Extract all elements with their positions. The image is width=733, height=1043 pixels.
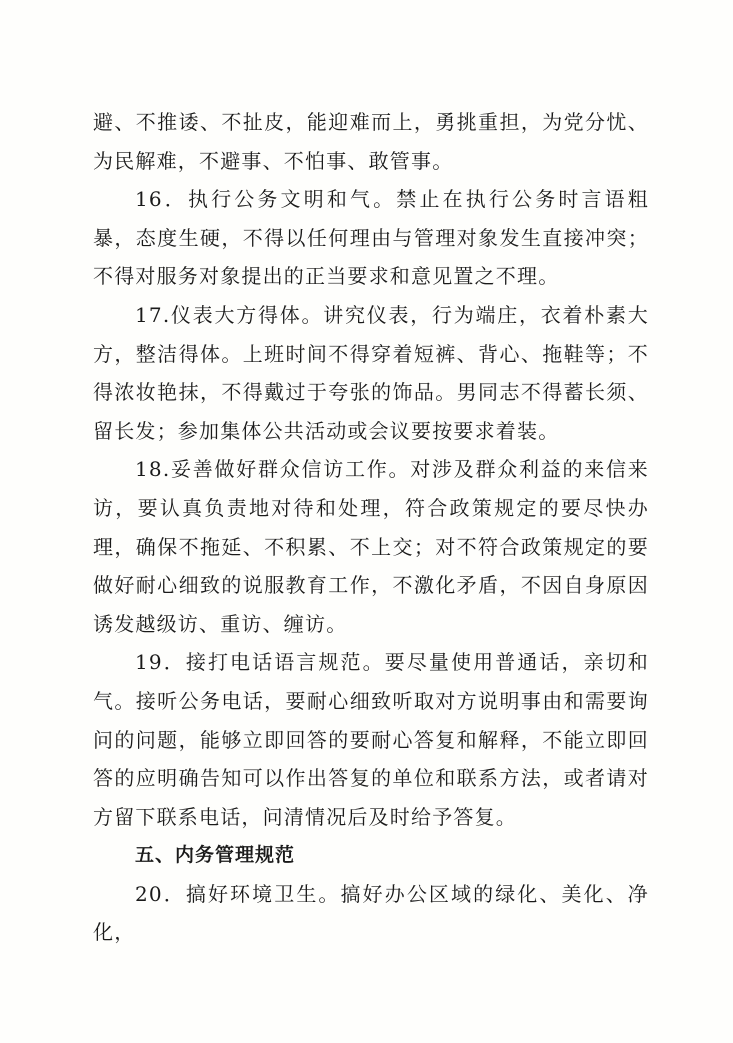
section-heading-5: 五、内务管理规范 (135, 844, 296, 867)
document-body (93, 103, 649, 952)
paragraph-16: 16．执行公务文明和气。禁止在执行公务时言语粗暴，态度生硬，不得以任何理由与管理对象发生直接冲突；不得对服务对象提出的正当要求和意见置之不理。 (93, 187, 649, 289)
paragraph-continuation: 避、不推诿、不扯皮，能迎难而上，勇挑重担，为党分忧、为民解难，不避事、不怕事、敢管事。 (93, 110, 649, 173)
paragraph-18: 18.妥善做好群众信访工作。对涉及群众利益的来信来访，要认真负责地对待和处理，符合政策规定的要尽快办理，确保不拖延、不积累、不上交；对不符合政策规定的要做好耐心细致的说服教育工作，不激化矛盾，不因自身原因诱发越级访、重访、缠访。 (93, 457, 649, 636)
paragraph-20: 20．搞好环境卫生。搞好办公区域的绿化、美化、净化， (93, 881, 649, 945)
paragraph-17: 17.仪表大方得体。讲究仪表，行为端庄，衣着朴素大方，整洁得体。上班时间不得穿着短裤、背心、拖鞋等；不得浓妆艳抹，不得戴过于夸张的饰品。男同志不得蓄长须、留长发；参加集体公共活动或会议要按要求着装。 (93, 302, 649, 443)
paragraph-19: 19．接打电话语言规范。要尽量使用普通话，亲切和气。接听公务电话，要耐心细致听取对方说明事由和需要询问的问题，能够立即回答的要耐心答复和解释，不能立即回答的应明确告知可以作出答复的单位和联系方法，或者请对方留下联系电话，问清情况后及时给予答复。 (93, 650, 649, 829)
